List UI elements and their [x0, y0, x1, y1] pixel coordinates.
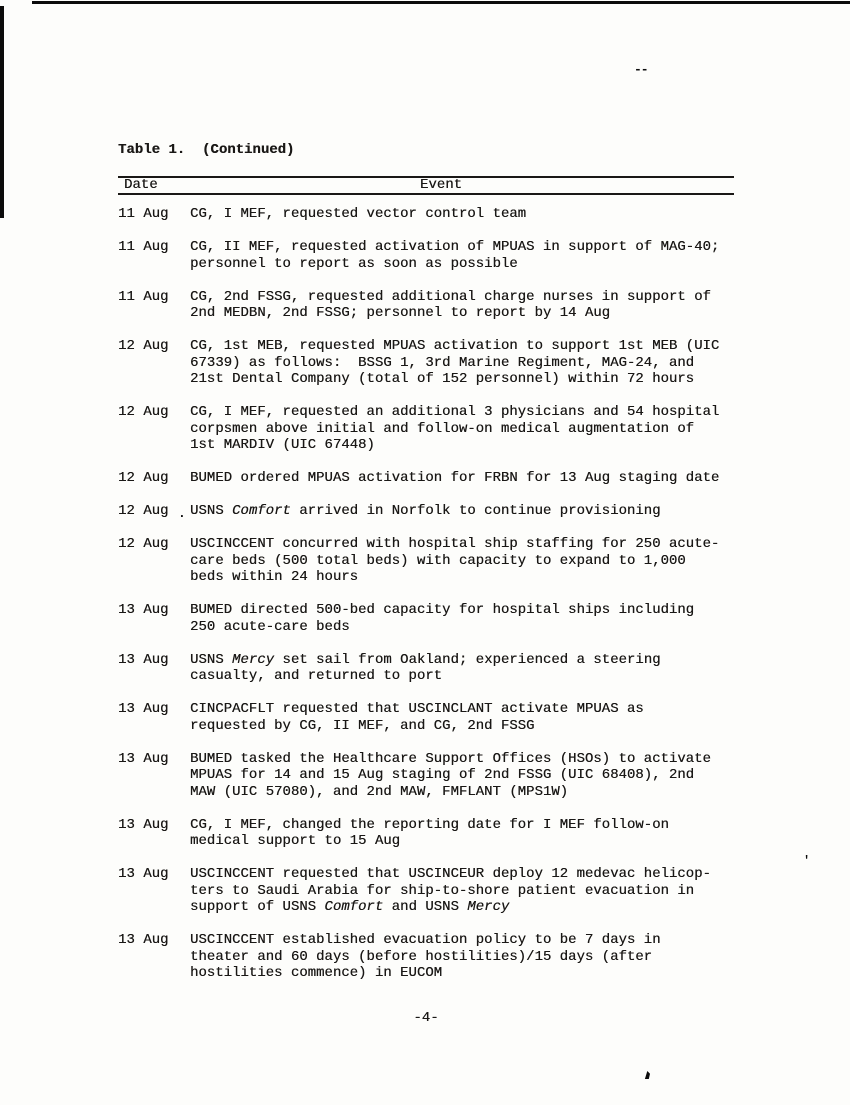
event-text: arrived in Norfolk to continue provisioning — [290, 503, 661, 519]
scan-artifact-stray-dot: . — [178, 506, 186, 521]
page-content — [118, 142, 734, 1026]
date-cell: 13 Aug — [118, 866, 169, 882]
event-cell — [190, 701, 734, 734]
event-text: support of USNS — [190, 899, 325, 915]
date-cell: 13 Aug — [118, 602, 169, 618]
event-line: requested by CG, II MEF, and CG, 2nd FSSG — [190, 717, 535, 734]
event-line: CG, 2nd FSSG, requested additional charge nurses in support of — [190, 288, 711, 305]
event-cell — [190, 338, 734, 388]
date-cell: 13 Aug — [118, 750, 169, 767]
column-header-event: Event — [420, 177, 463, 193]
column-header-date: Date — [124, 177, 158, 193]
event-line: CG, I MEF, requested an additional 3 physicians and 54 hospital — [190, 404, 720, 420]
event-line: care beds (500 total beds) with capacity to expand to 1,000 — [190, 552, 686, 569]
event-line: CINCPACFLT requested that USCINCLANT activate MPUAS as — [190, 701, 644, 717]
event-line: 250 acute-care beds — [190, 618, 350, 635]
event-cell — [190, 503, 734, 520]
table-row — [118, 289, 734, 322]
table-row — [118, 751, 734, 801]
event-line: hostilities commence) in EUCOM — [190, 965, 443, 981]
table-row — [118, 404, 734, 454]
event-line: casualty, and returned to port — [190, 668, 443, 684]
event-cell — [190, 932, 734, 982]
event-line: ters to Saudi Arabia for ship-to-shore patient evacuation in — [190, 882, 695, 899]
event-cell — [190, 206, 734, 223]
event-line — [190, 652, 734, 669]
ship-name: Mercy — [232, 651, 275, 668]
ship-name: Mercy — [467, 899, 510, 915]
event-line: 1st MARDIV (UIC 67448) — [190, 437, 375, 453]
event-line: 2nd MEDBN, 2nd FSSG; personnel to report by 14 Aug — [190, 305, 611, 321]
event-line: corpsmen above initial and follow-on medical augmentation of — [190, 420, 695, 437]
event-line: medical support to 15 Aug — [190, 833, 401, 849]
event-line: CG, I MEF, requested vector control team — [190, 206, 527, 222]
date-cell: 12 Aug — [118, 470, 169, 486]
table-header — [118, 176, 734, 195]
table-rows — [118, 206, 734, 982]
event-cell — [190, 751, 734, 801]
event-line — [190, 503, 734, 520]
scan-artifact-ink-blob — [644, 1071, 650, 1079]
event-text: set sail from Oakland; experienced a steering — [274, 651, 661, 668]
table-row — [118, 338, 734, 388]
event-line: BUMED directed 500-bed capacity for hospital ships including — [190, 602, 695, 618]
table-row — [118, 239, 734, 272]
table-header-row — [118, 178, 734, 193]
ship-name: Comfort — [324, 899, 384, 915]
event-line: USCINCCENT requested that USCINCEUR deploy 12 medevac helicop- — [190, 866, 711, 882]
table-row — [118, 536, 734, 586]
table-row — [118, 866, 734, 916]
event-cell — [190, 652, 734, 685]
date-cell: 12 Aug — [118, 503, 169, 519]
scan-artifact-left-edge-line — [0, 6, 4, 218]
event-line: MAW (UIC 57080), and 2nd MAW, FMFLANT (MPS1W) — [190, 783, 569, 800]
event-text: USNS — [190, 651, 233, 668]
scan-artifact-apostrophe-mark: ' — [803, 854, 811, 868]
event-line: BUMED tasked the Healthcare Support Offices (HSOs) to activate — [190, 750, 711, 767]
table-row — [118, 817, 734, 850]
event-line: CG, I MEF, changed the reporting date for I MEF follow-on — [190, 816, 669, 833]
event-line: beds within 24 hours — [190, 569, 359, 585]
table-row — [118, 470, 734, 487]
event-cell — [190, 602, 734, 635]
date-cell: 13 Aug — [118, 816, 169, 833]
event-line: 21st Dental Company (total of 152 personnel) within 72 hours — [190, 371, 695, 387]
event-line: USCINCCENT established evacuation policy to be 7 days in — [190, 932, 661, 948]
date-cell: 13 Aug — [118, 932, 169, 948]
event-cell — [190, 239, 734, 272]
event-cell — [190, 817, 734, 850]
table-header-rule — [118, 193, 734, 195]
event-line — [190, 899, 734, 916]
event-line: 67339) as follows: BSSG 1, 3rd Marine Regiment, MAG-24, and — [190, 354, 695, 371]
date-cell: 11 Aug — [118, 239, 169, 255]
event-text: USNS — [190, 503, 233, 519]
event-cell — [190, 536, 734, 586]
date-cell: 11 Aug — [118, 288, 169, 305]
table-row — [118, 206, 734, 223]
date-cell: 11 Aug — [118, 206, 169, 222]
page-number: -4- — [413, 1009, 439, 1026]
event-line: CG, 1st MEB, requested MPUAS activation to support 1st MEB (UIC — [190, 338, 720, 354]
table-title: Table 1. (Continued) — [118, 142, 295, 158]
event-line: MPUAS for 14 and 15 Aug staging of 2nd FSSG (UIC 68408), 2nd — [190, 767, 695, 783]
date-cell: 13 Aug — [118, 701, 169, 717]
event-cell — [190, 289, 734, 322]
event-text: and USNS — [383, 899, 468, 915]
table-row — [118, 701, 734, 734]
event-cell — [190, 866, 734, 916]
event-line: theater and 60 days (before hostilities)/15 days (after — [190, 948, 653, 965]
table-row — [118, 503, 734, 520]
table-row — [118, 652, 734, 685]
event-line: BUMED ordered MPUAS activation for FRBN for 13 Aug staging date — [190, 470, 720, 486]
event-line: USCINCCENT concurred with hospital ship staffing for 250 acute- — [190, 536, 720, 552]
event-cell — [190, 404, 734, 454]
table-row — [118, 932, 734, 982]
date-cell: 12 Aug — [118, 536, 169, 552]
scan-artifact-top-edge-line — [32, 1, 850, 4]
event-line: CG, II MEF, requested activation of MPUAS in support of MAG-40; — [190, 239, 720, 255]
ship-name: Comfort — [232, 503, 291, 519]
scan-artifact-dash-mark: -- — [634, 62, 648, 77]
event-line: personnel to report as soon as possible — [190, 255, 518, 272]
date-cell: 12 Aug — [118, 404, 169, 420]
date-cell: 12 Aug — [118, 338, 169, 354]
table-row — [118, 602, 734, 635]
event-cell — [190, 470, 734, 487]
date-cell: 13 Aug — [118, 651, 169, 668]
